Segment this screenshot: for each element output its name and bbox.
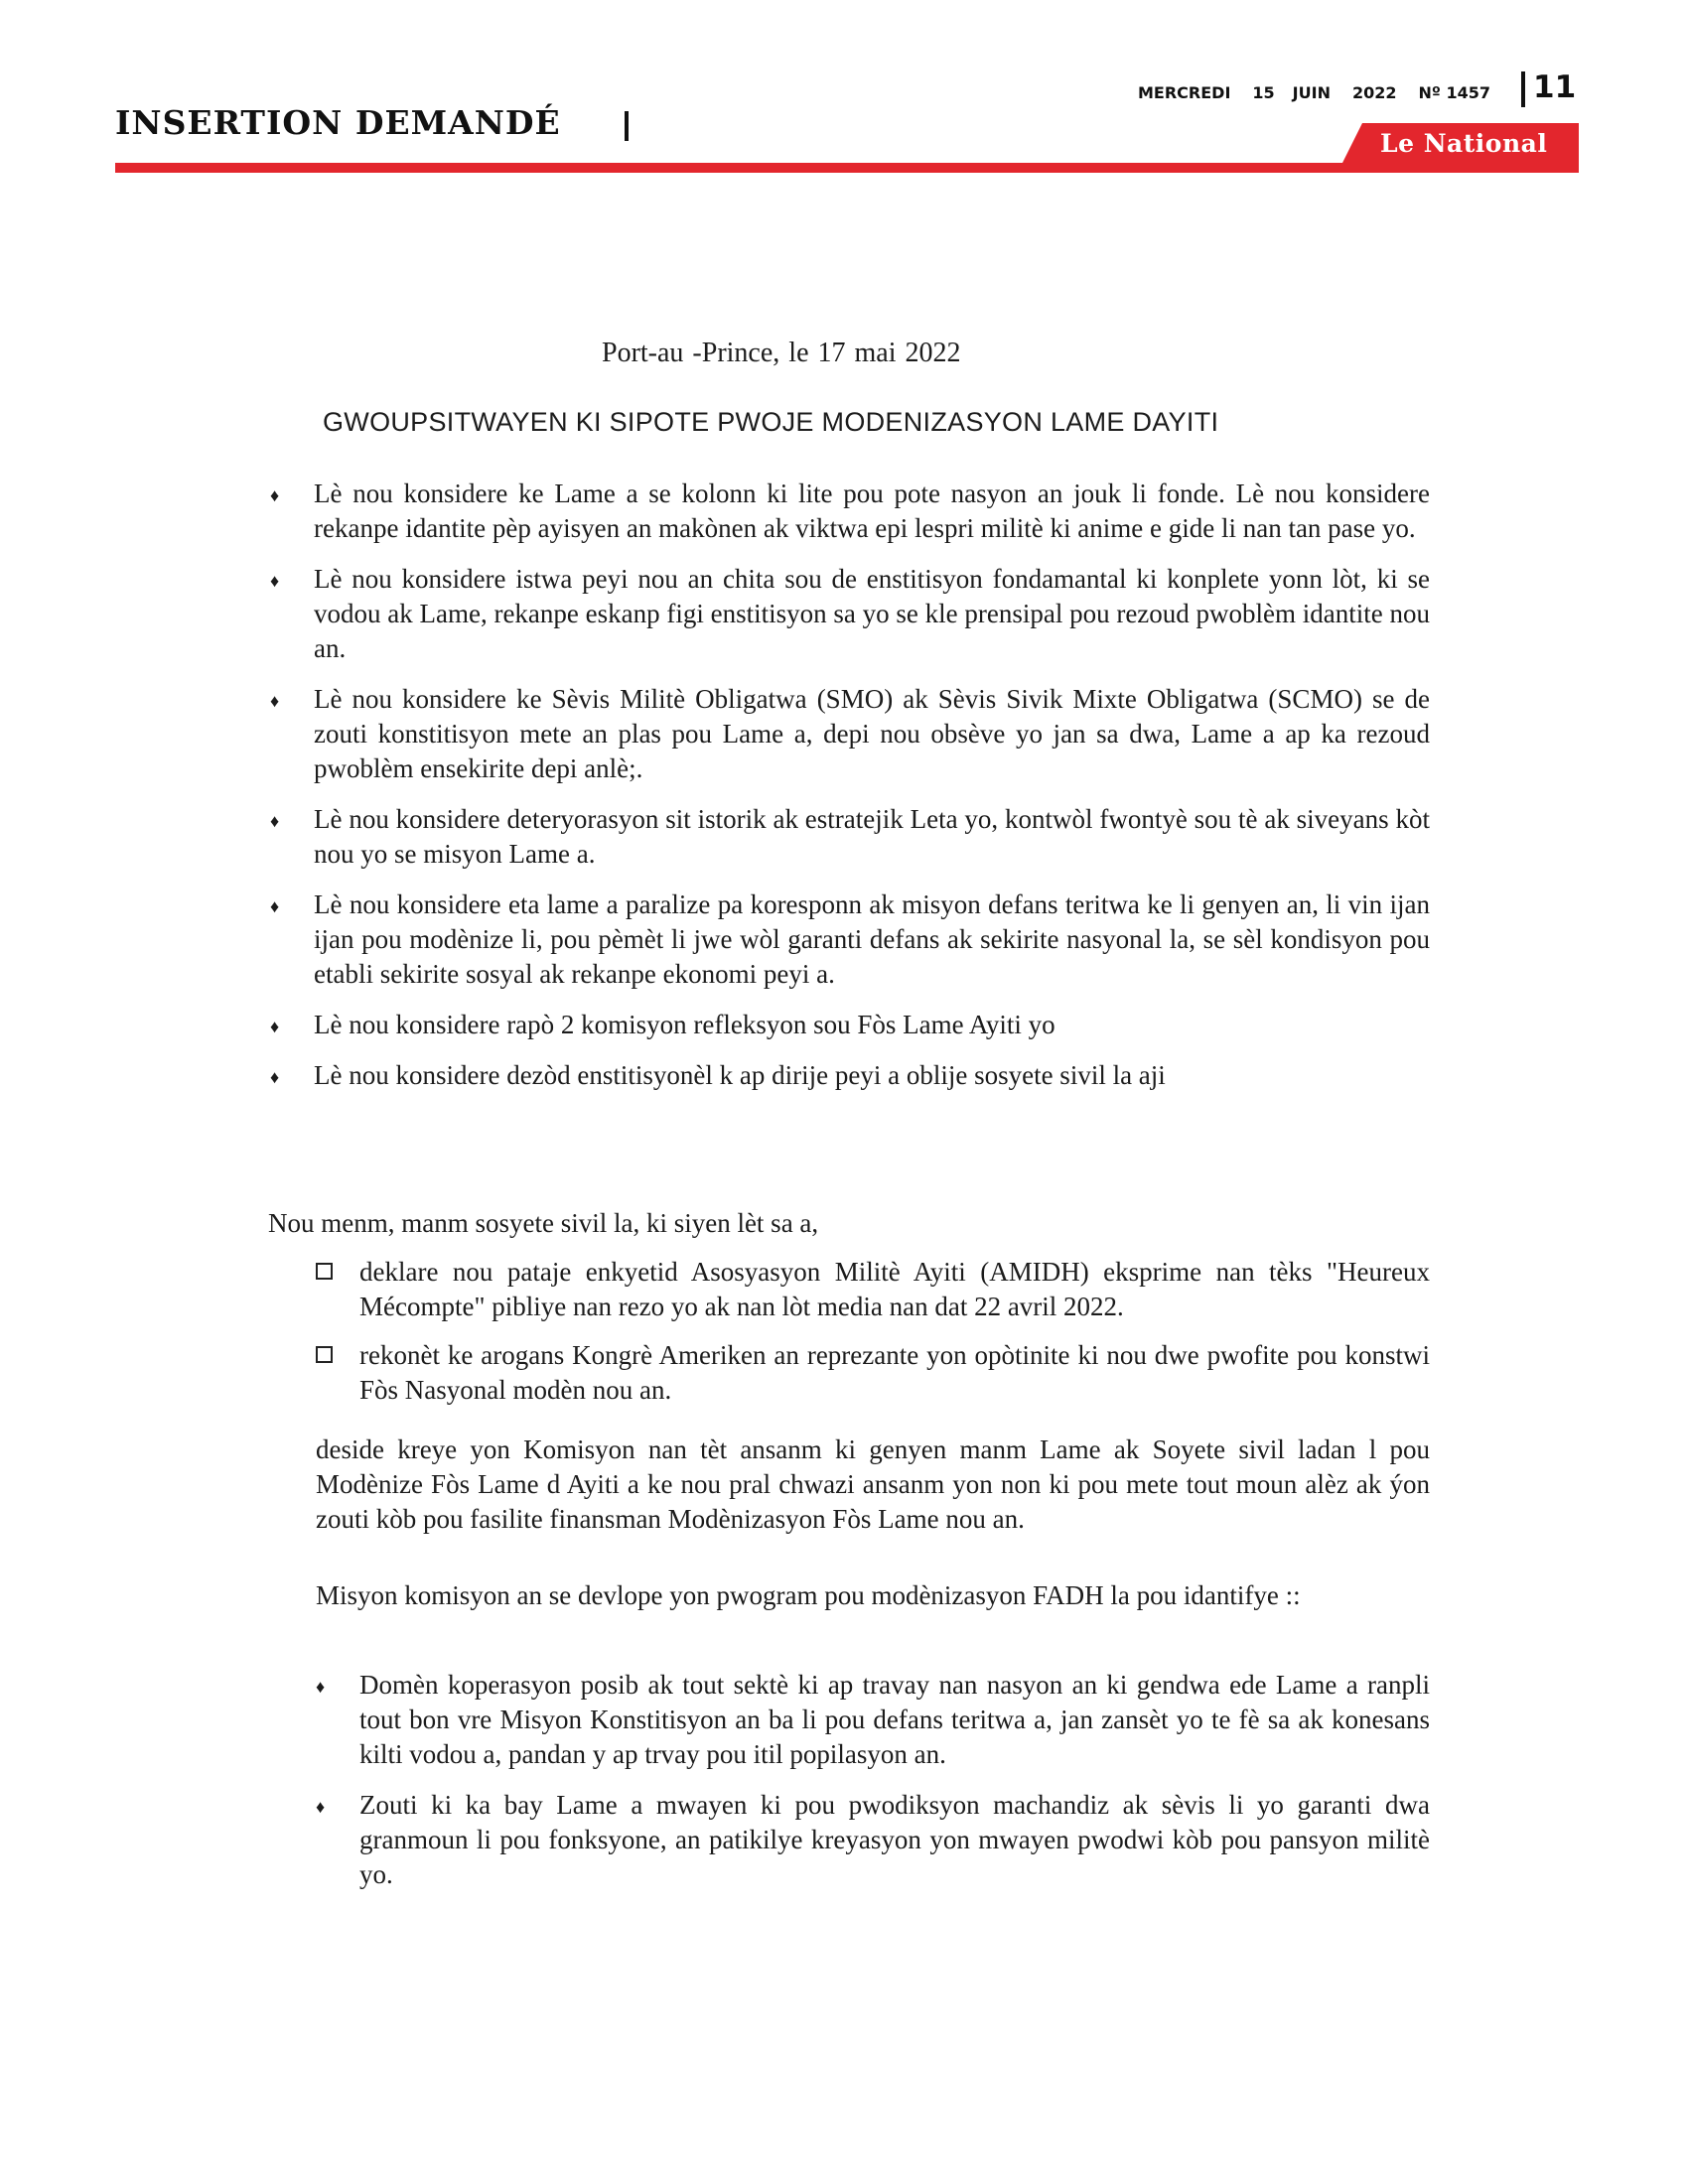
list-item: deklare nou pataje enkyetid Asosyasyon Militè Ayiti (AMIDH) eksprime nan tèks "Heureux Mécompte" pibliye nan rezo yo ak nan lòt media nan dat 22 avril 2022. [316,1255,1430,1324]
list-item: rekonèt ke arogans Kongrè Ameriken an reprezante yon opòtinite ki nou dwe pwofite pou konstwi Fòs Nasyonal modèn nou an. [316,1338,1430,1408]
letter-date: Port-au -Prince, le 17 mai 2022 [602,338,961,368]
list-item: ♦ Lè nou konsidere deteryorasyon sit istorik ak estratejik Leta yo, kontwòl fwontyè sou tè ak siveyans kòt nou yo se misyon Lame a. [270,804,1430,869]
diamond-bullet-icon: ♦ [270,571,280,591]
weekday: MERCREDI [1138,83,1231,102]
month: JUIN [1292,83,1331,102]
list-item: ♦ Lè nou konsidere ke Sèvis Militè Obligatwa (SMO) ak Sèvis Sivik Mixte Obligatwa (SCMO) se de zouti konstitisyon mete an plas pou Lame a, depi nou obsève yo jan sa dwa, Lame a ap ka rezoud pwoblèm ensekirite depi anlè;. [270,684,1430,783]
letter-title: GWOUPSITWAYEN KI SIPOTE PWOJE MODENIZASYON LAME DAYITI [323,407,1219,437]
diamond-bullet-icon: ♦ [270,811,280,831]
year: 2022 [1351,83,1397,102]
issue-number: Nº 1457 [1418,83,1491,102]
diamond-bullet-icon: ♦ [316,1677,326,1697]
checkbox-icon [316,1346,333,1363]
mission-goals-list [316,1668,1430,1908]
signatories-intro: Nou menm, manm sosyete sivil la, ki siyen lèt sa a, [268,1208,819,1238]
list-item: ♦ Lè nou konsidere rapò 2 komisyon refleksyon sou Fòs Lame Ayiti yo [270,1008,1430,1042]
diamond-bullet-icon: ♦ [270,1017,280,1036]
checkbox-icon [316,1263,333,1280]
list-item: ♦ Lè nou konsidere dezòd enstitisyonèl k ap dirije peyi a oblije sosyete sivil la aji [270,1058,1430,1093]
diamond-bullet-icon: ♦ [270,691,280,711]
diamond-bullet-icon: ♦ [316,1797,326,1817]
diamond-bullet-icon: ♦ [270,1067,280,1087]
list-item: ♦ Lè nou konsidere istwa peyi nou an chita sou de enstitisyon fondamantal ki konplete yonn lòt, ki se vodou ak Lame, rekanpe eskanp figi enstitisyon sa yo se kle prensipal pou rezoud pwoblèm idantite nou an. [270,564,1430,663]
paper-name: Le National [1380,129,1548,158]
decision-paragraph: deside kreye yon Komisyon nan tèt ansanm ki genyen manm Lame ak Soyete sivil ladan l pou Modènize Fòs Lame d Ayiti a ke nou pral chwazi ansanm yon non ki pou mete tout moun alèz ak ýon zouti kòb pou fasilite finansman Modènizasyon Fòs Lame nou an. [316,1434,1430,1534]
list-item: ♦ Lè nou konsidere ke Lame a se kolonn ki lite pou pote nasyon an jouk li fonde. Lè nou konsidere rekanpe idantite pèp ayisyen an makònen ak viktwa epi lespri militè ki anime e gide li nan tan pase yo. [270,478,1430,543]
day: 15 [1252,83,1275,102]
diamond-bullet-icon: ♦ [270,896,280,916]
diamond-bullet-icon: ♦ [270,485,280,505]
page-number: 11 [1533,69,1577,105]
list-item: ♦ Zouti ki ka bay Lame a mwayen ki pou pwodiksyon machandiz ak sèvis li yo garanti dwa granmoun li pou fonksyone, an patikilye kreyasyon yon mwayen pwodwi kòb pou pansyon militè yo. [316,1790,1430,1889]
mission-paragraph: Misyon komisyon an se devlope yon pwogram pou modènizasyon FADH la pou idantifye :: [316,1580,1301,1610]
list-item: ♦ Lè nou konsidere eta lame a paralize pa koresponn ak misyon defans teritwa ke li genyen an, li vin ijan ijan pou modènize li, pou pèmèt li jwe wòl garanti defans ak sekirite nasyonal la, se sèl kondisyon pou etabli sekirite sosyal ak rekanpe ekonomi peyi a. [270,889,1430,989]
considerations-list [270,477,1430,1109]
list-item: ♦ Domèn koperasyon posib ak tout sektè ki ap travay nan nasyon an ki gendwa ede Lame a ranpli tout bon vre Misyon Konstitisyon an ba li pou defans teritwa a, jan zansèt yo te fè sa ak konesans kilti vodou a, pandan y ap trvay pou itil popilasyon an. [316,1670,1430,1769]
declarations-list [316,1255,1430,1422]
section-title: INSERTION DEMANDÉ [115,103,561,142]
